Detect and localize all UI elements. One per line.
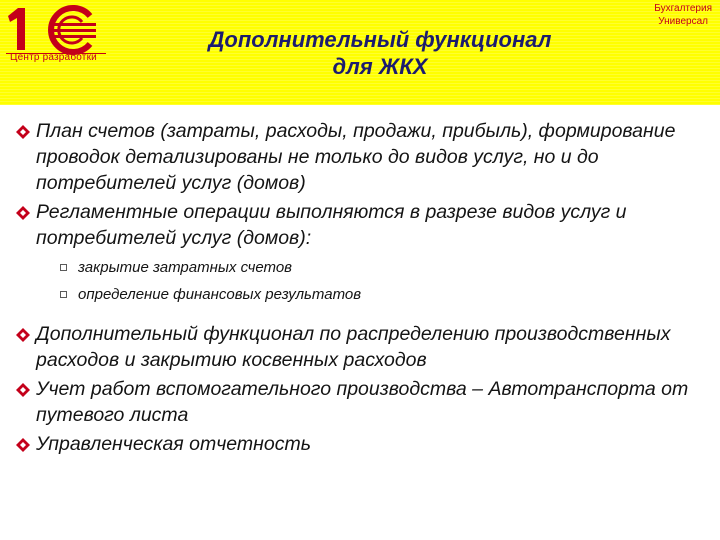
title-line-2: для ЖКХ (332, 54, 428, 79)
product-label (654, 2, 712, 28)
sub-list-item (60, 257, 706, 284)
square-bullet-icon (60, 264, 67, 271)
diamond-bullet-icon (16, 328, 30, 342)
bullet-list (16, 118, 706, 460)
list-item (16, 376, 706, 428)
sub-list (60, 257, 706, 311)
list-item-text: Управленческая отчетность (36, 433, 311, 455)
list-item (16, 199, 706, 311)
sub-list-item-text: закрытие затратных счетов (78, 259, 293, 276)
square-bullet-icon (60, 291, 67, 298)
product-label-line-2: Универсал (658, 16, 708, 27)
list-item (16, 118, 706, 196)
list-item-text: Дополнительный функционал по распределению производственных расходов и закрытию косвенных расходов (36, 323, 671, 371)
logo-caption: Центр разработки (10, 52, 97, 63)
title-line-1: Дополнительный функционал (208, 27, 552, 52)
list-item (16, 431, 706, 457)
slide-title (130, 26, 630, 80)
list-item-text: Регламентные операции выполняются в разрезе видов услуг и потребителей услуг (домов): (36, 201, 627, 249)
sub-list-item (60, 284, 706, 311)
list-item (16, 321, 706, 373)
list-item-text: Учет работ вспомогательного производства – Автотранспорта от путевого листа (36, 378, 689, 426)
diamond-bullet-icon (16, 206, 30, 220)
product-label-line-1: Бухгалтерия (654, 3, 712, 14)
diamond-bullet-icon (16, 125, 30, 139)
sub-list-item-text: определение финансовых результатов (78, 286, 362, 303)
diamond-bullet-icon (16, 438, 30, 452)
list-item-text: План счетов (затраты, расходы, продажи, прибыль), формирование проводок детализированы не только до видов услуг, но и до потребителей услуг (домов) (36, 120, 676, 194)
slide-header (0, 0, 720, 105)
diamond-bullet-icon (16, 383, 30, 397)
